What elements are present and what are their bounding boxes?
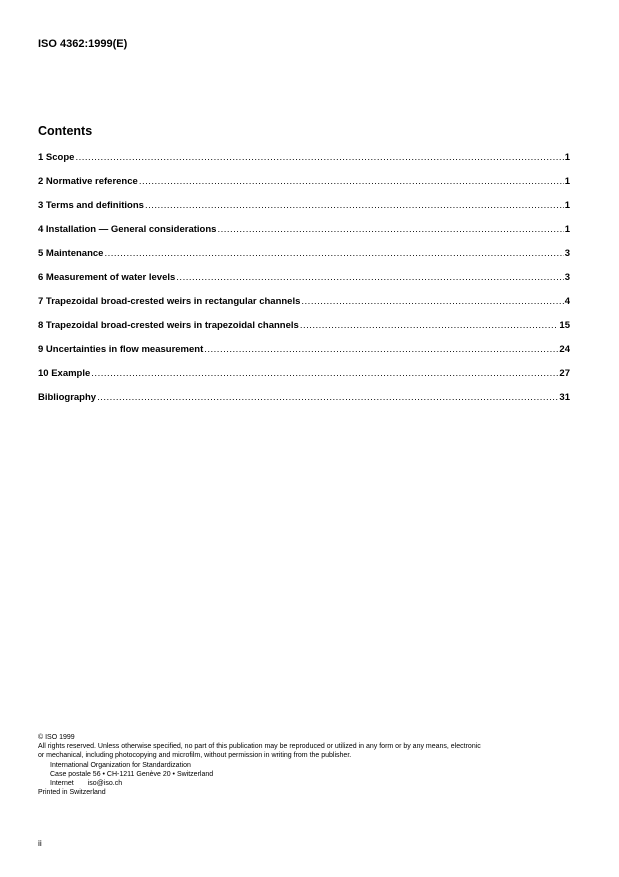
toc-entry-maintenance[interactable]	[38, 248, 570, 272]
toc-entry-title: 6 Measurement of water levels	[38, 272, 176, 283]
toc-entry-title: 10 Example	[38, 368, 91, 379]
printed-location: Printed in Switzerland	[38, 789, 106, 797]
toc-entry-water-levels[interactable]	[38, 272, 570, 296]
toc-leader-dots	[217, 224, 563, 235]
internet-email-link[interactable]: iso@iso.ch	[87, 780, 123, 788]
toc-entry-title: Bibliography	[38, 392, 97, 403]
toc-entry-installation[interactable]	[38, 224, 570, 248]
toc-entry-page: 27	[559, 368, 570, 379]
rights-statement-line-2: or mechanical, including photocopying and microfilm, without permission in writing from the publisher.	[38, 752, 352, 760]
organization-address: Case postale 56 • CH-1211 Genève 20 • Switzerland	[50, 770, 214, 778]
document-identifier: ISO 4362:1999(E)	[38, 38, 128, 50]
toc-entry-page: 1	[564, 224, 570, 235]
toc-entry-trapezoidal-channels[interactable]	[38, 320, 570, 344]
toc-leader-dots	[145, 200, 564, 211]
toc-entry-rectangular-channels[interactable]	[38, 296, 570, 320]
toc-entry-page: 4	[564, 296, 570, 307]
toc-entry-page: 15	[559, 320, 570, 331]
internet-label: Internet	[50, 780, 74, 788]
toc-leader-dots	[300, 320, 559, 331]
toc-entry-title: 7 Trapezoidal broad-crested weirs in rectangular channels	[38, 296, 301, 307]
toc-entry-bibliography[interactable]	[38, 392, 570, 416]
copyright-notice: © ISO 1999	[38, 734, 75, 741]
table-of-contents	[38, 152, 570, 416]
toc-entry-page: 1	[564, 200, 570, 211]
organization-internet	[38, 779, 583, 788]
toc-entry-title: 8 Trapezoidal broad-crested weirs in trapezoidal channels	[38, 320, 299, 331]
toc-entry-terms-definitions[interactable]	[38, 200, 570, 224]
toc-leader-dots	[301, 296, 563, 307]
copyright-footer	[38, 733, 583, 797]
toc-entry-title: 3 Terms and definitions	[38, 200, 144, 211]
toc-entry-title: 9 Uncertainties in flow measurement	[38, 344, 204, 355]
contents-heading: Contents	[38, 124, 93, 138]
toc-entry-scope[interactable]	[38, 152, 570, 176]
toc-entry-page: 24	[559, 344, 570, 355]
toc-leader-dots	[176, 272, 563, 283]
toc-entry-title: 1 Scope	[38, 152, 75, 163]
toc-entry-uncertainties[interactable]	[38, 344, 570, 368]
toc-entry-page: 1	[564, 152, 570, 163]
page-number: ii	[38, 838, 42, 848]
organization-name: International Organization for Standardization	[50, 761, 191, 769]
toc-leader-dots	[75, 152, 563, 163]
toc-entry-page: 3	[564, 248, 570, 259]
toc-entry-page: 31	[559, 392, 570, 403]
toc-leader-dots	[97, 392, 558, 403]
toc-leader-dots	[104, 248, 563, 259]
toc-entry-page: 1	[564, 176, 570, 187]
toc-entry-page: 3	[564, 272, 570, 283]
toc-entry-title: 4 Installation — General considerations	[38, 224, 217, 235]
rights-statement-line-1: All rights reserved. Unless otherwise specified, no part of this publication may be reproduced or utilized in any form or by any means, electronic	[38, 743, 481, 751]
toc-entry-example[interactable]	[38, 368, 570, 392]
toc-leader-dots	[204, 344, 558, 355]
toc-entry-title: 5 Maintenance	[38, 248, 104, 259]
toc-leader-dots	[139, 176, 564, 187]
toc-entry-title: 2 Normative reference	[38, 176, 138, 187]
toc-entry-normative-reference[interactable]	[38, 176, 570, 200]
toc-leader-dots	[91, 368, 558, 379]
